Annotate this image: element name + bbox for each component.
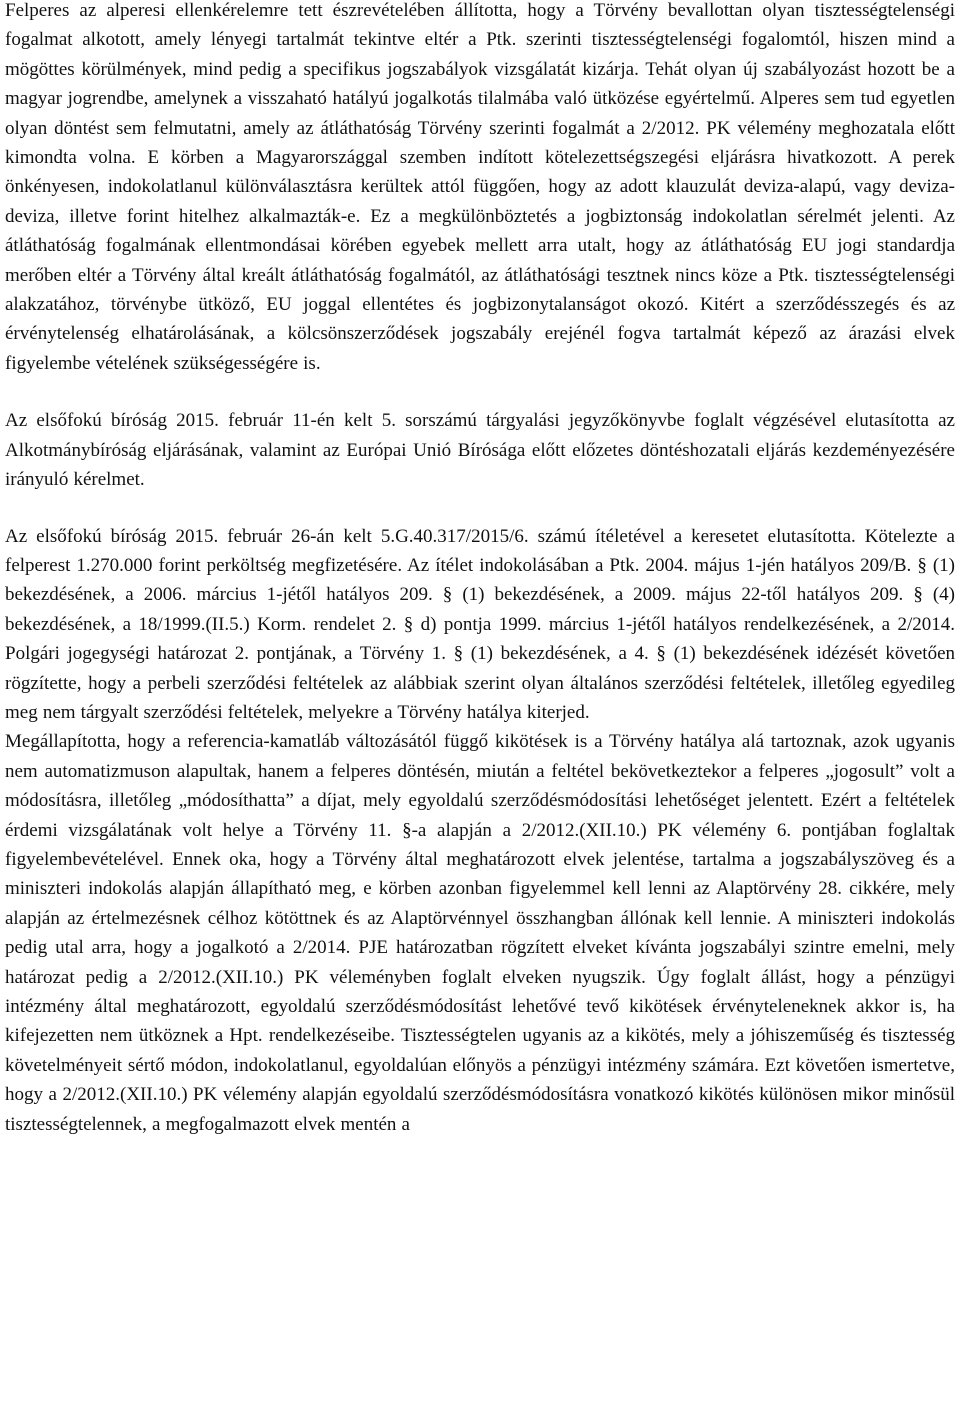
paragraph-findings: Megállapította, hogy a referencia-kamatláb változásától függő kikötések is a Törvény hatálya alá tartoznak, azok ugyanis nem automatizmuson alapultak, hanem a felperes döntésén, miután a feltétel bekövetkeztekor a felperes „jogosult” volt a módosításra, illetőleg „módosíthatta” a díjat, mely egyoldalú szerződésmódosítási lehetőséget jelentett. Ezért a feltételek érdemi vizsgálatának volt helye a Törvény 11. §-a alapján a 2/2012.(XII.10.) PK vélemény 6. pontjában foglaltak figyelembevételével. Ennek oka, hogy a Törvény által meghatározott elvek jelentése, tartalma a jogszabályszöveg és a miniszteri indokolás alapján állapítható meg, e körben azonban figyelemmel kell lenni az Alaptörvény 28. cikkére, mely alapján az értelmezésnek célhoz kötöttnek és az Alaptörvénnyel összhangban állónak kell lennie. A miniszteri indokolás pedig utal arra, hogy a jogalkotó a 2/2014. PJE határozatban rögzített elveket kívánta jogszabályi szintre emelni, mely határozat pedig a 2/2012.(XII.10.) PK véleményben foglalt elveken nyugszik. Úgy foglalt állást, hogy a pénzügyi intézmény által meghatározott, egyoldalú szerződésmódosítást lehetővé tevő kikötések érvényteleneknek akkor is, ha kifejezetten nem ütköznek a Hpt. rendelkezéseibe. Tisztességtelen ugyanis az a kikötés, mely a jóhiszeműség és tisztesség követelményeit sértő módon, indokolatlanul, egyoldalúan előnyös a pénzügyi intézmény számára. Ezt követően ismertetve, hogy a 2/2012.(XII.10.) PK vélemény alapján egyoldalú szerződésmódosításra vonatkozó kikötés különösen mikor minősül tisztességtelennek, a megfogalmazott elvek mentén a [5,731,955,1135]
paragraph-first-instance-judgment: Az elsőfokú bíróság 2015. február 26-án kelt 5.G.40.317/2015/6. számú ítéletével a keresetet elutasította. Kötelezte a felperest 1.270.000 forint perköltség megfizetésére. Az ítélet indokolásában a Ptk. 2004. május 1-jén hatályos 209/B. § (1) bekezdésének, a 2006. március 1-jétől hatályos 209. § (1) bekezdésének, a 2009. május 22-től hatályos 209. § (4) bekezdésének, a 18/1999.(II.5.) Korm. rendelet 2. § d) pontja 1999. március 1-jétől hatályos rendelkezésének, a 2/2014. Polgári jogegységi határozat 2. pontjának, a Törvény 1. § (1) bekezdésének, a 4. § (1) bekezdésének idézését követően rögzítette, hogy a perbeli szerződési feltételek az alábbiak szerint olyan általános szerződési feltételek, illetőleg egyedileg meg nem tárgyalt szerződési feltételek, melyekre a Törvény hatálya kiterjed. [5,525,955,723]
paragraph-spacer [5,495,955,522]
paragraph-order-rejection: Az elsőfokú bíróság 2015. február 11-én kelt 5. sorszámú tárgyalási jegyzőkönyvbe foglalt végzésével elutasította az Alkotmánybíróság eljárásának, valamint az Európai Unió Bírósága előtt előzetes döntéshozatali eljárás kezdeményezésére irányuló kérelmet. [5,410,955,491]
paragraph-plaintiff-observations: Felperes az alperesi ellenkérelemre tett észrevételében állította, hogy a Törvény bevallottan olyan tisztességtelenségi fogalmat alkotott, amely lényegi tartalmát tekintve eltér a Ptk. szerinti tisztességtelenségi fogalomtól, hiszen mind a mögöttes körülmények, mind pedig a specifikus jogszabályok vizsgálatát kizárja. Tehát olyan új szabályozást hozott be a magyar jogrendbe, amelynek a visszaható hatályú jogalkotás tilalmába való ütközése egyértelmű. Alperes sem tud egyetlen olyan döntést sem felmutatni, amely az átláthatóság Törvény szerinti fogalmát a 2/2012. PK vélemény meghozatala előtt kimondta volna. E körben a Magyarországgal szemben indított kötelezettségszegési eljárásra hivatkozott. A perek önkényesen, indokolatlanul különválasztásra kerültek attól függően, hogy az adott klauzulát deviza-alapú, vagy deviza-deviza, illetve forint hitelhez alkalmazták-e. Ez a megkülönböztetés a jogbiztonság indokolatlan sérelmét jelenti. Az átláthatóság fogalmának ellentmondásai körében egyebek mellett arra utalt, hogy az átláthatóság EU jogi standardja merőben eltér a Törvény által kreált átláthatóság fogalmától, az átláthatósági tesztnek nincs köze a Ptk. tisztességtelenségi alakzatához, törvénybe ütköző, EU joggal ellentétes és jogbizonytalanságot okozó. Kitért a szerződésszegés és az érvénytelenség elhatárolásának, a kölcsönszerződések jogszabály erejénél fogva tartalmát képező az árazási elvek figyelembe vételének szükségességére is. [5,0,955,374]
paragraph-spacer [5,378,955,406]
